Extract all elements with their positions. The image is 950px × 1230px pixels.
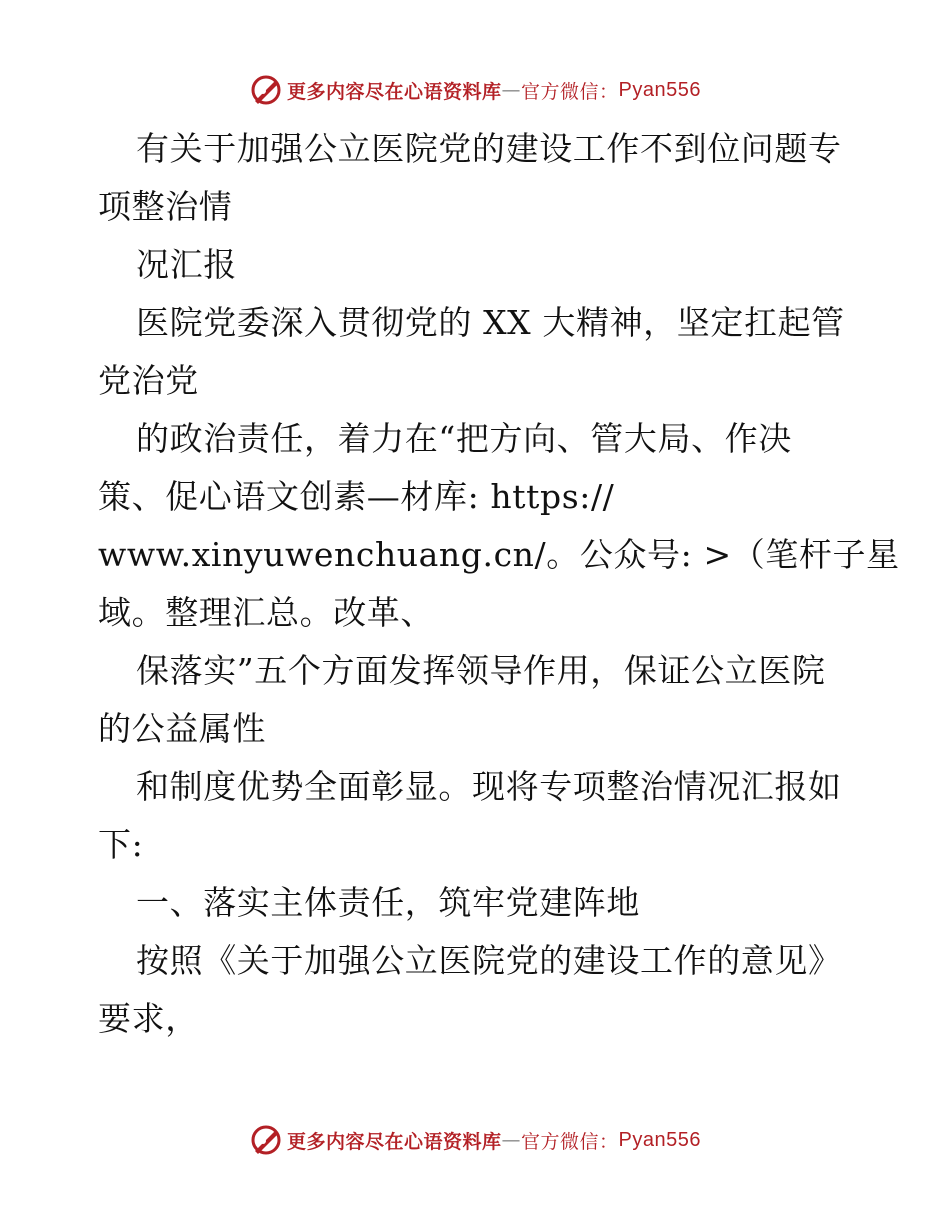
paragraph-line: 保落实”五个方面发挥领导作用，保证公立医院 [136, 651, 826, 690]
paragraph-line: 的公益属性 [98, 709, 266, 748]
banner-wechat-label: 官方微信： [521, 1130, 619, 1153]
paragraph-line: 按照《关于加强公立医院党的建设工作的意见》 [136, 941, 842, 980]
banner-dash: — [501, 1129, 522, 1151]
banner-text: 更多内容尽在心语资料库 [287, 80, 502, 103]
paragraph-line: 策、促心语文创素—材库: https:// [98, 477, 615, 516]
header-watermark-banner [0, 70, 950, 110]
banner-wechat-id: Pyan556 [618, 1128, 701, 1151]
pen-logo-icon [249, 1123, 283, 1157]
document-body [98, 120, 900, 1048]
paragraph-line: 下: [98, 825, 144, 864]
banner-dash: — [501, 79, 522, 101]
section-heading: 一、落实主体责任，筑牢党建阵地 [136, 883, 640, 922]
title-line-2: 项整治情 [98, 187, 233, 226]
paragraph-line: 和制度优势全面彰显。现将专项整治情况汇报如 [136, 767, 842, 806]
banner-text: 更多内容尽在心语资料库 [287, 1130, 502, 1153]
paragraph-line: 域。整理汇总。改革、 [98, 593, 434, 632]
title-line-1: 有关于加强公立医院党的建设工作不到位问题专 [136, 129, 842, 168]
footer-watermark-banner [0, 1120, 950, 1160]
banner-wechat-label: 官方微信： [521, 80, 619, 103]
paragraph-line: 党治党 [98, 361, 199, 400]
paragraph-line: 要求， [98, 999, 199, 1038]
banner-wechat-id: Pyan556 [618, 78, 701, 101]
paragraph-line: 的政治责任，着力在“把方向、管大局、作决 [136, 419, 792, 458]
pen-logo-icon [249, 73, 283, 107]
paragraph-line: www.xinyuwenchuang.cn/。公众号: >（笔杆子星 [98, 535, 900, 574]
title-line-3: 况汇报 [136, 245, 237, 284]
paragraph-line: 医院党委深入贯彻党的 XX 大精神，坚定扛起管 [136, 303, 845, 342]
